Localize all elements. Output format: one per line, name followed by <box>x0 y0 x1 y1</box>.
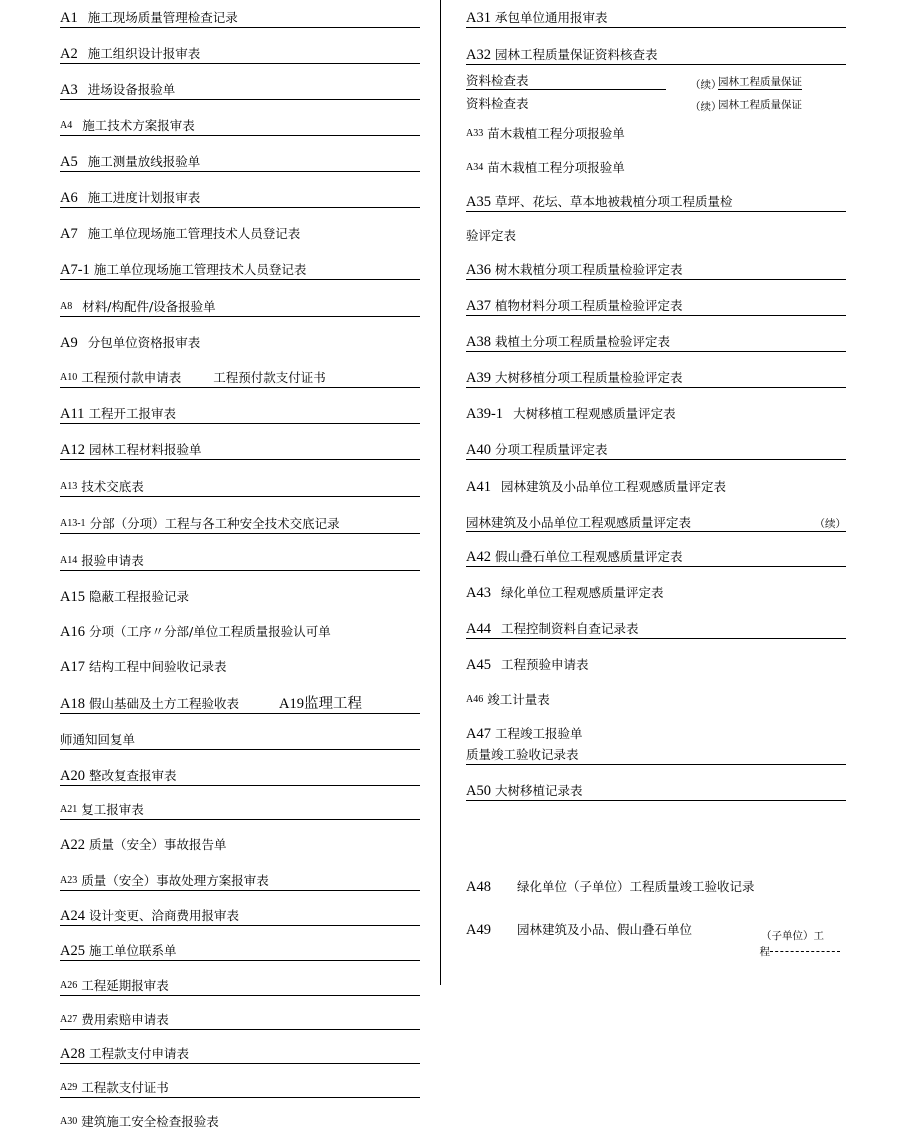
item-code: A47 <box>466 726 491 742</box>
item-label: 绿化单位（子单位）工程质量竣工验收记录 <box>516 879 755 894</box>
list-item <box>60 1044 420 1064</box>
list-item <box>466 368 846 388</box>
item-label: 苗木栽植工程分项报验单 <box>487 160 625 175</box>
continued-label: 园林工程质量保证 <box>718 99 802 111</box>
item-label: 假山叠石单位工程观感质量评定表 <box>494 549 683 564</box>
list-item <box>466 71 846 90</box>
list-item <box>60 657 420 676</box>
continued-marker: （续） <box>690 100 722 113</box>
item-code: A8 <box>60 301 73 312</box>
item-code: A32 <box>466 47 491 63</box>
list-item <box>466 724 846 743</box>
list-item <box>466 94 846 112</box>
item-code: A3 <box>60 82 78 98</box>
list-item <box>60 8 420 28</box>
item-label: 园林工程材料报验单 <box>88 442 202 457</box>
list-item <box>466 296 846 316</box>
item-code: A38 <box>466 334 491 350</box>
item-label: 工程开工报审表 <box>88 406 176 421</box>
item-label-secondary: 工程预付款支付证书 <box>213 370 326 385</box>
dashed-rule <box>770 951 840 952</box>
right-column <box>466 8 846 960</box>
item-label: 质量（安全）事故报告单 <box>88 837 227 852</box>
list-item <box>60 368 420 388</box>
item-label: 施工单位现场施工管理技术人员登记表 <box>87 226 301 241</box>
item-code: A35 <box>466 194 491 210</box>
list-item <box>60 260 420 280</box>
list-item <box>466 332 846 352</box>
list-item <box>466 655 846 674</box>
item-code: A30 <box>60 1116 78 1127</box>
item-label: 施工进度计划报审表 <box>87 190 201 205</box>
item-label: 分包单位资格报审表 <box>87 335 201 350</box>
item-code: A31 <box>466 10 491 26</box>
list-item <box>60 116 420 136</box>
item-code: A22 <box>60 837 85 853</box>
list-item <box>60 224 420 243</box>
item-label: 竣工计量表 <box>487 692 550 707</box>
item-code: A6 <box>60 190 78 206</box>
item-code: A28 <box>60 1046 85 1062</box>
item-code: A7-1 <box>60 262 90 278</box>
item-label: 工程竣工报验单 <box>494 726 583 741</box>
list-item <box>466 192 846 212</box>
item-code: A17 <box>60 659 85 675</box>
item-label: 进场设备报验单 <box>87 82 176 97</box>
item-label: 建筑施工安全检查报验表 <box>81 1114 219 1129</box>
list-item <box>466 158 846 177</box>
list-item <box>466 45 846 65</box>
item-code: A14 <box>60 555 78 566</box>
list-item <box>466 260 846 280</box>
item-label: 承包单位通用报审表 <box>494 10 608 25</box>
item-label: 假山基础及土方工程验收表 <box>88 696 239 711</box>
item-label: 栽植土分项工程质量检验评定表 <box>494 334 670 349</box>
list-item <box>466 440 846 460</box>
list-item <box>466 547 846 567</box>
item-code: A20 <box>60 768 85 784</box>
item-code: A10 <box>60 372 78 383</box>
list-item <box>60 587 420 606</box>
item-code: A33 <box>466 128 484 139</box>
continued-marker: （续） <box>814 518 846 530</box>
list-item <box>60 514 420 534</box>
item-label: 施工单位现场施工管理技术人员登记表 <box>93 262 307 277</box>
item-label: 分部（分项）工程与各工种安全技术交底记录 <box>89 516 340 531</box>
item-code: A7 <box>60 226 78 242</box>
item-code: A12 <box>60 442 85 458</box>
list-item <box>60 333 420 352</box>
item-code: A46 <box>466 694 484 705</box>
item-label: 施工测量放线报验单 <box>87 154 201 169</box>
item-label: 树木栽植分项工程质量检验评定表 <box>494 262 683 277</box>
list-item <box>466 513 846 532</box>
item-label: 园林建筑及小品单位工程观感质量评定表 <box>500 479 726 494</box>
item-code: A24 <box>60 908 85 924</box>
list-item <box>60 80 420 100</box>
item-label: 质量（安全）事故处理方案报审表 <box>81 873 269 888</box>
list-item <box>60 477 420 497</box>
list-item <box>60 1078 420 1098</box>
list-item <box>60 692 420 714</box>
list-item <box>60 404 420 424</box>
list-item <box>60 976 420 996</box>
item-label: 大树移植记录表 <box>494 783 583 798</box>
item-code: A9 <box>60 335 78 351</box>
item-label: 施工组织设计报审表 <box>87 46 201 61</box>
item-label: 园林建筑及小品单位工程观感质量评定表 <box>466 515 692 530</box>
list-item <box>60 871 420 891</box>
item-label: 报验申请表 <box>81 553 144 568</box>
list-item <box>60 1010 420 1030</box>
item-label: 整改复查报审表 <box>88 768 177 783</box>
item-label: 分项（工序〃分部/单位工程质量报验认可单 <box>88 624 331 639</box>
item-code: A29 <box>60 1082 78 1093</box>
list-item <box>466 745 846 765</box>
item-code: A13-1 <box>60 518 86 529</box>
item-label: 资料检查表 <box>466 96 529 111</box>
continued-marker: （续） <box>690 78 722 91</box>
list-item <box>60 730 420 750</box>
list-item <box>466 226 846 245</box>
item-label: 施工单位联系单 <box>88 943 177 958</box>
item-label: 工程控制资料自查记录表 <box>500 621 639 636</box>
list-item <box>466 920 846 960</box>
item-label: 园林建筑及小品、假山叠石单位 <box>516 922 692 937</box>
list-item <box>466 404 846 423</box>
column-divider <box>440 0 441 985</box>
item-label: 工程预验申请表 <box>500 657 589 672</box>
list-item <box>60 44 420 64</box>
item-label: 苗木栽植工程分项报验单 <box>487 126 625 141</box>
item-code: A50 <box>466 783 491 799</box>
list-item <box>60 835 420 854</box>
item-code: A21 <box>60 804 78 815</box>
left-column <box>60 8 420 1145</box>
item-label: 隐蔽工程报验记录 <box>88 589 189 604</box>
item-label: 工程预付款申请表 <box>81 370 182 385</box>
list-item <box>60 188 420 208</box>
item-code: A44 <box>466 621 491 637</box>
item-code: A36 <box>466 262 491 278</box>
list-item <box>60 622 420 641</box>
item-label: 验评定表 <box>466 228 517 243</box>
list-item <box>60 152 420 172</box>
item-code: A45 <box>466 657 491 673</box>
item-code: A40 <box>466 442 491 458</box>
item-code: A23 <box>60 875 78 886</box>
item-code: A41 <box>466 479 491 495</box>
list-item <box>466 583 846 602</box>
item-code: A49 <box>466 922 491 938</box>
list-item <box>60 551 420 571</box>
item-code: A39 <box>466 370 491 386</box>
list-item <box>466 877 846 896</box>
item-label: 工程款支付证书 <box>81 1080 169 1095</box>
item-label: 资料检查表 <box>466 71 666 90</box>
item-code: A4 <box>60 120 73 131</box>
item-label: 大树移植分项工程质量检验评定表 <box>494 370 683 385</box>
item-label: 工程款支付申请表 <box>88 1046 189 1061</box>
item-label: 园林工程质量保证资料核查表 <box>494 47 658 62</box>
item-code: A42 <box>466 549 491 565</box>
item-label-secondary: A19监理工程 <box>279 696 362 712</box>
item-label: 结构工程中间验收记录表 <box>88 659 227 674</box>
list-item <box>60 766 420 786</box>
item-code: A43 <box>466 585 491 601</box>
list-item <box>60 297 420 317</box>
list-item <box>466 690 846 709</box>
item-label: 材料/构配件/设备报验单 <box>82 299 216 314</box>
item-code: A48 <box>466 879 491 895</box>
item-label: 分项工程质量评定表 <box>494 442 608 457</box>
item-label: 设计变更、洽商费用报审表 <box>88 908 239 923</box>
item-label: 师通知回复单 <box>60 732 136 747</box>
item-label: 质量竣工验收记录表 <box>466 747 579 762</box>
item-code: A2 <box>60 46 78 62</box>
item-label: 复工报审表 <box>81 802 144 817</box>
item-code: A25 <box>60 943 85 959</box>
item-label: 费用索赔申请表 <box>81 1012 169 1027</box>
list-item <box>60 1112 420 1131</box>
list-item <box>60 440 420 460</box>
list-item <box>466 619 846 639</box>
item-code: A1 <box>60 10 78 26</box>
item-label: 草坪、花坛、草本地被栽植分项工程质量检 <box>494 194 733 209</box>
item-label: 绿化单位工程观感质量评定表 <box>500 585 664 600</box>
item-code: A16 <box>60 624 85 640</box>
list-item <box>466 781 846 801</box>
continued-label: 园林工程质量保证 <box>718 76 802 88</box>
item-label: 施工技术方案报审表 <box>82 118 195 133</box>
item-label: 施工现场质量管理检查记录 <box>87 10 238 25</box>
item-code: A39-1 <box>466 406 504 422</box>
list-item <box>466 477 846 496</box>
item-code: A13 <box>60 481 78 492</box>
spacer <box>466 817 846 877</box>
item-label: 植物材料分项工程质量检验评定表 <box>494 298 683 313</box>
list-item <box>60 941 420 961</box>
item-code: A26 <box>60 980 78 991</box>
item-label: 技术交底表 <box>81 479 144 494</box>
list-item <box>466 8 846 28</box>
list-item <box>60 906 420 926</box>
item-code: A37 <box>466 298 491 314</box>
item-label: 大树移植工程观感质量评定表 <box>513 406 676 421</box>
item-tail-bottom-text: 程 <box>759 946 770 958</box>
list-item <box>466 124 846 143</box>
item-code: A27 <box>60 1014 78 1025</box>
item-code: A5 <box>60 154 78 170</box>
item-code: A18 <box>60 696 85 712</box>
item-code: A34 <box>466 162 484 173</box>
item-tail-top: （子单位）工 <box>761 930 824 942</box>
list-item <box>60 800 420 820</box>
item-tail-bottom <box>760 944 841 959</box>
item-code: A11 <box>60 406 85 422</box>
item-code: A15 <box>60 589 85 605</box>
item-label: 工程延期报审表 <box>81 978 169 993</box>
